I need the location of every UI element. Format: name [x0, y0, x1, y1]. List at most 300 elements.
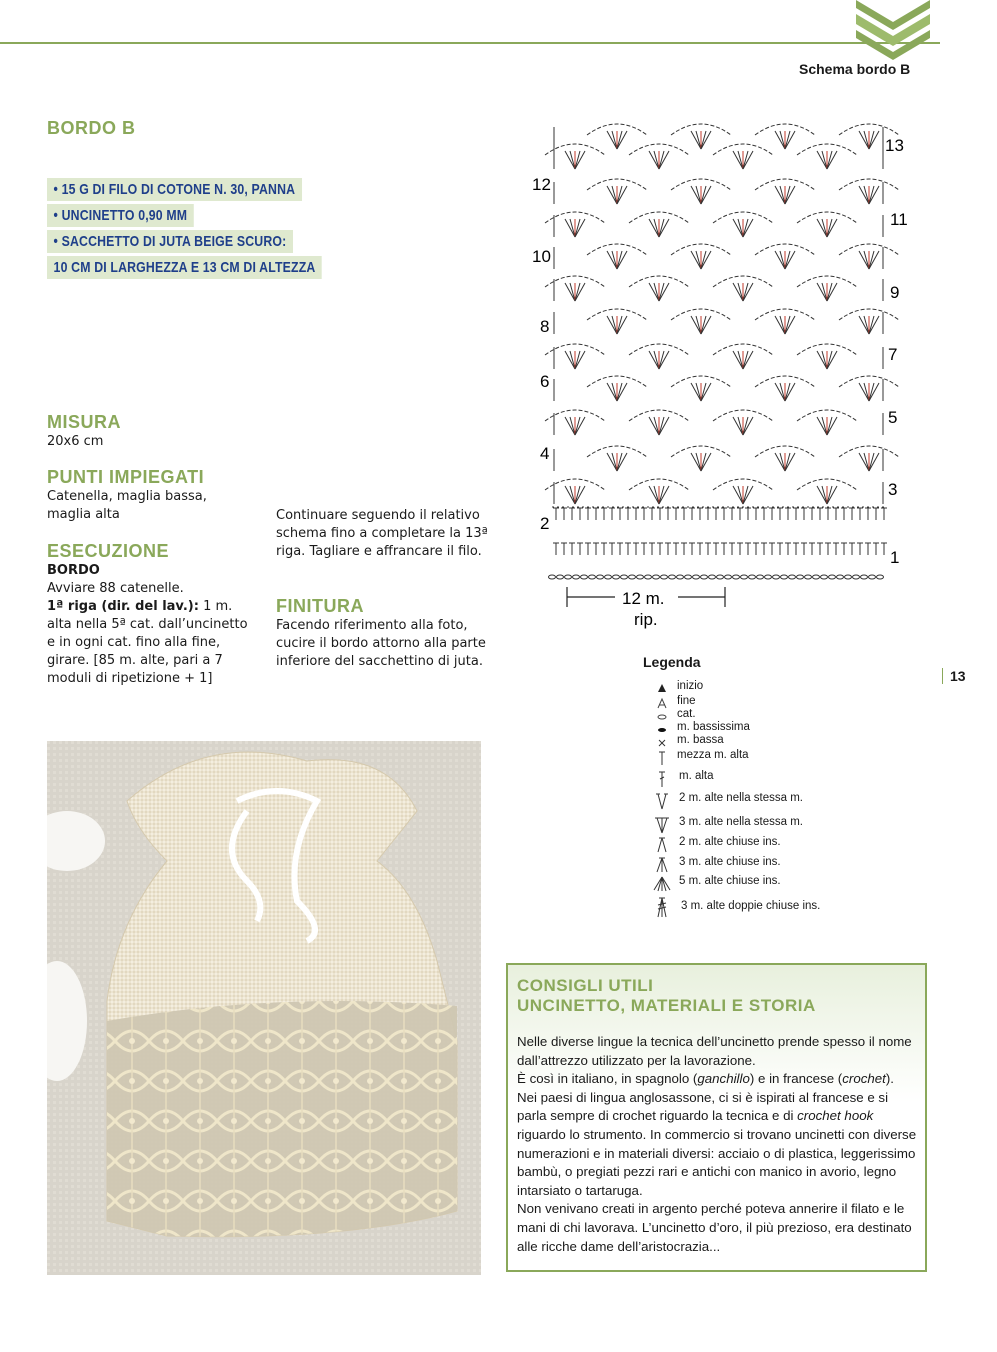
fan-stitch — [575, 283, 580, 301]
row-number: 10 — [532, 247, 551, 266]
chain-stitch — [701, 575, 708, 579]
fan-stitch — [659, 151, 664, 169]
fan-stitch — [654, 417, 659, 435]
chain-stitch — [861, 575, 868, 579]
legend-label: 3 m. alte chiuse ins. — [679, 856, 781, 868]
fan-stitch — [617, 186, 622, 204]
fan-stitch — [738, 219, 743, 237]
chain-stitch — [709, 575, 716, 579]
material-item: • UNCINETTO 0,90 MM — [47, 204, 194, 227]
fan-stitch — [696, 383, 701, 401]
fan-stitch — [654, 151, 659, 169]
material-item: • SACCHETTO DI JUTA BEIGE SCURO: — [47, 230, 293, 253]
tips-italic: crochet — [842, 1071, 886, 1087]
fan-stitch — [827, 486, 837, 504]
fan-stitch — [649, 417, 659, 435]
legend-list — [655, 678, 855, 918]
fan-stitch — [659, 486, 669, 504]
row1-label: 1ª riga (dir. del lav.): — [47, 599, 199, 614]
chain-stitch — [677, 575, 684, 579]
double-crochet-icon — [655, 770, 669, 788]
fan-stitch — [696, 251, 701, 269]
fan-stitch — [654, 351, 659, 369]
fan-stitch — [617, 131, 627, 149]
fan-stitch — [649, 486, 659, 504]
fan-stitch — [859, 131, 869, 149]
fan-stitch — [785, 131, 795, 149]
tips-heading-2: UNCINETTO, MATERIALI E STORIA — [517, 996, 816, 1015]
crochet-bag-image — [47, 741, 481, 1275]
chain-stitch — [653, 575, 660, 579]
fan-stitch — [785, 316, 790, 334]
fan-stitch — [575, 151, 580, 169]
esecuzione-continue: Continuare seguendo il relativo schema fino a completare la 13ª riga. Tagliare e affrancare il filo. — [276, 508, 488, 559]
fan-stitch — [743, 151, 753, 169]
tips-paragraph — [517, 1089, 921, 1201]
chain-stitch — [845, 575, 852, 579]
tips-paragraph — [517, 1070, 921, 1089]
fan-stitch — [659, 151, 669, 169]
fan-stitch — [612, 131, 617, 149]
fan-stitch — [827, 151, 837, 169]
chain-stitch — [749, 575, 756, 579]
esecuzione-subheading: BORDO — [47, 563, 100, 578]
chain-stitch — [733, 575, 740, 579]
fan-stitch — [565, 417, 575, 435]
fan-stitch — [565, 151, 575, 169]
fan-stitch — [738, 283, 743, 301]
fan-stitch — [691, 316, 701, 334]
fan-stitch — [864, 453, 869, 471]
fan-stitch — [785, 453, 790, 471]
fan-stitch — [817, 417, 827, 435]
fan-stitch — [612, 383, 617, 401]
fan-stitch — [780, 186, 785, 204]
fan-stitch — [859, 453, 869, 471]
fan-stitch — [743, 351, 748, 369]
fan-stitch — [701, 383, 706, 401]
fan-stitch — [617, 316, 627, 334]
fan-stitch — [617, 131, 622, 149]
fan-stitch — [565, 486, 575, 504]
fan-stitch — [733, 151, 743, 169]
row-number: 9 — [890, 283, 900, 302]
fan-stitch — [780, 453, 785, 471]
fan-stitch — [817, 151, 827, 169]
fan-stitch — [869, 316, 874, 334]
fan-stitch — [780, 383, 785, 401]
esecuzione-start: Avviare 88 catenelle. — [47, 581, 184, 596]
fan-stitch — [775, 186, 785, 204]
tips-italic: ganchillo — [697, 1071, 750, 1087]
tips-text: È così in italiano, in spagnolo ( — [517, 1071, 698, 1087]
fan-stitch — [785, 186, 790, 204]
fan-stitch — [827, 219, 832, 237]
fan-stitch — [649, 283, 659, 301]
fan-stitch — [607, 186, 617, 204]
fan-stitch — [701, 131, 706, 149]
row-number: 4 — [540, 444, 550, 463]
fan-stitch — [822, 151, 827, 169]
chain-stitch — [741, 575, 748, 579]
fan-stitch — [785, 251, 795, 269]
fan-stitch — [575, 351, 585, 369]
fan-stitch — [869, 186, 874, 204]
chain-stitch — [773, 575, 780, 579]
fan-stitch — [869, 251, 879, 269]
fan-stitch — [659, 219, 664, 237]
fan-stitch — [743, 486, 748, 504]
fan-stitch — [649, 351, 659, 369]
fan-stitch — [785, 131, 790, 149]
fan-stitch — [864, 186, 869, 204]
row-number: 5 — [888, 408, 898, 427]
repeat-count: 12 m. — [622, 589, 665, 608]
fan-stitch — [607, 316, 617, 334]
fan-stitch — [859, 251, 869, 269]
legend-label: inizio — [677, 680, 704, 692]
fan-stitch — [565, 283, 575, 301]
row-number: 8 — [540, 317, 550, 336]
fan-stitch — [701, 186, 711, 204]
fan-stitch — [785, 453, 795, 471]
chain-stitch — [853, 575, 860, 579]
fan-stitch — [822, 351, 827, 369]
fan-stitch — [785, 383, 795, 401]
crochet-diagram — [530, 115, 930, 635]
fan-stitch — [743, 417, 748, 435]
schema-title: Schema bordo B — [799, 61, 911, 77]
chain-stitch — [781, 575, 788, 579]
chain-stitch — [685, 575, 692, 579]
chain-stitch — [877, 575, 884, 579]
page-title: BORDO B — [47, 118, 136, 138]
fan-stitch — [575, 219, 580, 237]
fan-stitch — [822, 417, 827, 435]
fan-stitch — [743, 417, 753, 435]
material-item: • 15 G DI FILO DI COTONE N. 30, PANNA — [47, 178, 302, 201]
materials-list — [47, 178, 382, 282]
chain-stitch — [637, 575, 644, 579]
row-number: 2 — [540, 514, 550, 533]
fan-stitch — [822, 486, 827, 504]
row-number: 6 — [540, 372, 550, 391]
page-number: 13 — [942, 668, 966, 684]
fan-stitch — [864, 383, 869, 401]
fan-stitch — [701, 186, 706, 204]
chevron-decoration-icon — [848, 0, 938, 60]
fan-stitch — [649, 151, 659, 169]
fan-stitch — [701, 131, 711, 149]
fan-stitch — [612, 453, 617, 471]
fan-stitch — [575, 151, 585, 169]
fan-stitch — [701, 251, 706, 269]
fan-stitch — [869, 453, 874, 471]
punti-text: Catenella, maglia bassa, maglia alta — [47, 489, 207, 522]
legend-label: 5 m. alte chiuse ins. — [679, 875, 781, 887]
fan-stitch — [817, 219, 827, 237]
fan-stitch — [617, 251, 627, 269]
chain-stitch — [605, 575, 612, 579]
fan-stitch — [827, 417, 837, 435]
row-number: 12 — [532, 175, 551, 194]
legend-label: fine — [677, 695, 696, 707]
fan-stitch — [701, 316, 706, 334]
fan-stitch — [691, 453, 701, 471]
chain-stitch — [573, 575, 580, 579]
fan-stitch — [827, 351, 832, 369]
row-number: 7 — [888, 345, 898, 364]
fan-stitch — [859, 316, 869, 334]
fan-stitch — [607, 383, 617, 401]
three-dc-same-stitch-icon — [655, 816, 669, 834]
fan-stitch — [743, 219, 748, 237]
fan-stitch — [659, 417, 669, 435]
row1-text: 1 m. alta nella 5ª cat. dall’uncinetto e in ogni cat. fino alla fine, girare. [85 m. alte, pari a 7 moduli di ripetizione + 1] — [47, 599, 248, 686]
fan-stitch — [733, 219, 743, 237]
fan-stitch — [738, 351, 743, 369]
fan-stitch — [659, 417, 664, 435]
fan-stitch — [827, 283, 837, 301]
misura-value: 20x6 cm — [47, 434, 104, 449]
chain-stitch — [757, 575, 764, 579]
fan-stitch — [612, 316, 617, 334]
fan-stitch — [738, 151, 743, 169]
row-number: 1 — [890, 548, 900, 567]
fan-stitch — [570, 486, 575, 504]
fan-stitch — [570, 151, 575, 169]
fan-stitch — [617, 453, 622, 471]
fan-stitch — [570, 219, 575, 237]
fan-stitch — [817, 486, 827, 504]
legend-label: m. bassissima — [677, 721, 750, 733]
fan-stitch — [733, 486, 743, 504]
fan-stitch — [827, 283, 832, 301]
fan-stitch — [822, 219, 827, 237]
fan-stitch — [869, 383, 879, 401]
fan-stitch — [696, 316, 701, 334]
punti-heading: PUNTI IMPIEGATI — [47, 467, 205, 487]
chain-stitch — [869, 575, 876, 579]
fan-stitch — [775, 383, 785, 401]
fan-stitch — [607, 251, 617, 269]
fan-stitch — [570, 417, 575, 435]
chain-stitch — [557, 575, 564, 579]
chain-stitch — [589, 575, 596, 579]
tips-text: Nei paesi di lingua anglosassone, ci si è ispirati al francese e si parla sempre di crochet riguardo la tecnica e di — [517, 1089, 889, 1124]
fan-stitch — [859, 383, 869, 401]
fan-stitch — [775, 316, 785, 334]
fan-stitch — [817, 283, 827, 301]
tips-text: ). — [885, 1071, 894, 1087]
fan-stitch — [733, 417, 743, 435]
chain-stitch — [837, 575, 844, 579]
legend-label: cat. — [677, 708, 696, 720]
chain-stitch — [789, 575, 796, 579]
legend-label: m. alta — [679, 770, 714, 782]
chain-stitch — [645, 575, 652, 579]
fan-stitch — [659, 283, 664, 301]
chain-stitch — [829, 575, 836, 579]
chain-stitch — [693, 575, 700, 579]
five-dc-together-icon — [653, 875, 671, 893]
fan-stitch — [827, 486, 832, 504]
fan-stitch — [869, 131, 874, 149]
legend-label: 3 m. alte doppie chiuse ins. — [681, 900, 821, 912]
fan-stitch — [691, 131, 701, 149]
chain-stitch — [597, 575, 604, 579]
fan-stitch — [780, 131, 785, 149]
chain-stitch — [613, 575, 620, 579]
fan-stitch — [659, 219, 669, 237]
fan-stitch — [869, 453, 879, 471]
fan-stitch — [696, 186, 701, 204]
fan-stitch — [565, 351, 575, 369]
fan-stitch — [617, 383, 622, 401]
chain-stitch — [813, 575, 820, 579]
fan-stitch — [869, 186, 879, 204]
material-item: 10 CM DI LARGHEZZA E 13 CM DI ALTEZZA — [47, 256, 322, 279]
fan-stitch — [785, 251, 790, 269]
fan-stitch — [827, 151, 832, 169]
fan-stitch — [654, 486, 659, 504]
fan-stitch — [701, 251, 711, 269]
fan-stitch — [696, 453, 701, 471]
fan-stitch — [612, 186, 617, 204]
fan-stitch — [607, 453, 617, 471]
chain-stitch — [821, 575, 828, 579]
misura-heading: MISURA — [47, 412, 121, 432]
fan-stitch — [775, 131, 785, 149]
fan-stitch — [780, 316, 785, 334]
fan-stitch — [575, 417, 580, 435]
chain-stitch — [717, 575, 724, 579]
fan-stitch — [617, 453, 627, 471]
fan-stitch — [743, 351, 753, 369]
fan-stitch — [575, 486, 580, 504]
chain-stitch — [549, 575, 556, 579]
half-double-crochet-icon — [655, 749, 669, 767]
fan-stitch — [869, 251, 874, 269]
fan-stitch — [654, 219, 659, 237]
finitura-text: Facendo riferimento alla foto, cucire il bordo attorno alla parte inferiore del sacchettino di juta. — [276, 618, 486, 669]
fan-stitch — [827, 351, 837, 369]
chain-stitch — [669, 575, 676, 579]
two-dc-same-stitch-icon — [655, 792, 669, 810]
fan-stitch — [659, 351, 664, 369]
fan-stitch — [743, 283, 748, 301]
two-dc-together-icon — [655, 836, 669, 854]
fan-stitch — [617, 251, 622, 269]
fan-stitch — [827, 417, 832, 435]
tips-text: ) e in francese ( — [749, 1071, 843, 1087]
three-dc-together-icon — [655, 856, 669, 874]
fan-stitch — [864, 316, 869, 334]
fan-stitch — [696, 131, 701, 149]
row-number: 3 — [888, 480, 898, 499]
legend-label: 2 m. alte chiuse ins. — [679, 836, 781, 848]
fan-stitch — [575, 417, 585, 435]
row-number: 11 — [890, 210, 908, 229]
fan-stitch — [743, 151, 748, 169]
fan-stitch — [859, 186, 869, 204]
chain-stitch — [565, 575, 572, 579]
legend-label: 2 m. alte nella stessa m. — [679, 792, 803, 804]
tips-body — [517, 1033, 921, 1256]
fan-stitch — [738, 486, 743, 504]
fan-stitch — [827, 219, 837, 237]
chain-stitch — [581, 575, 588, 579]
tips-text: riguardo lo strumento. In commercio si trovano uncinetti con diverse numerazioni e in materiali diversi: acciaio o di plastica, leggerissimo bambù, o pregiati pezzi rari e antichi con manico in avorio, legno intarsiato o tartaruga. — [517, 1126, 917, 1198]
finitura-heading: FINITURA — [276, 596, 364, 616]
fan-stitch — [691, 186, 701, 204]
fan-stitch — [575, 486, 585, 504]
chain-stitch — [805, 575, 812, 579]
repeat-label: rip. — [634, 610, 658, 629]
fan-stitch — [743, 219, 753, 237]
fan-stitch — [607, 131, 617, 149]
fan-stitch — [617, 186, 627, 204]
fan-stitch — [701, 316, 711, 334]
fan-stitch — [654, 283, 659, 301]
chain-stitch — [725, 575, 732, 579]
three-tr-together-icon — [655, 896, 669, 918]
tips-paragraph: Nelle diverse lingue la tecnica dell’uncinetto prende spesso il nome dall’attrezzo utilizzato per la lavorazione. — [517, 1034, 912, 1068]
chain-stitch — [629, 575, 636, 579]
fan-stitch — [775, 453, 785, 471]
fan-stitch — [659, 486, 664, 504]
fan-stitch — [617, 383, 627, 401]
fan-stitch — [701, 383, 711, 401]
fan-stitch — [733, 283, 743, 301]
fan-stitch — [691, 251, 701, 269]
chain-stitch — [661, 575, 668, 579]
fan-stitch — [869, 383, 874, 401]
legend-label: m. bassa — [677, 734, 724, 746]
fan-stitch — [701, 453, 706, 471]
fan-stitch — [822, 283, 827, 301]
fan-stitch — [659, 283, 669, 301]
fan-stitch — [864, 251, 869, 269]
legend-label: mezza m. alta — [677, 749, 749, 761]
fan-stitch — [817, 351, 827, 369]
fan-stitch — [780, 251, 785, 269]
fan-stitch — [570, 351, 575, 369]
fan-stitch — [701, 453, 711, 471]
fan-stitch — [785, 186, 795, 204]
fan-stitch — [575, 283, 585, 301]
fan-stitch — [743, 283, 753, 301]
legend-title: Legenda — [643, 654, 701, 670]
esecuzione-row1 — [47, 598, 252, 688]
tips-heading-1: CONSIGLI UTILI — [517, 976, 654, 995]
fan-stitch — [869, 131, 879, 149]
fan-stitch — [785, 383, 790, 401]
legend-label: 3 m. alte nella stessa m. — [679, 816, 803, 828]
tips-box — [506, 963, 927, 1272]
fan-stitch — [575, 351, 580, 369]
fan-stitch — [659, 351, 669, 369]
fan-stitch — [743, 486, 753, 504]
fan-stitch — [565, 219, 575, 237]
fan-stitch — [617, 316, 622, 334]
fan-stitch — [570, 283, 575, 301]
chain-stitch — [621, 575, 628, 579]
fan-stitch — [869, 316, 879, 334]
row-number: 13 — [885, 136, 904, 155]
tips-italic: crochet hook — [797, 1108, 874, 1124]
esecuzione-heading: ESECUZIONE — [47, 541, 170, 561]
